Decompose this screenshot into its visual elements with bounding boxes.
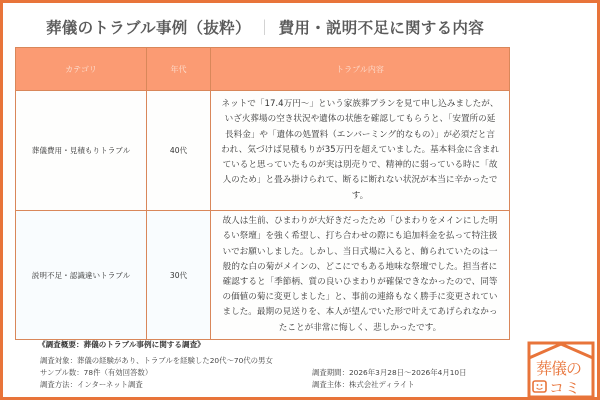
survey-sample: サンプル数：78件（有効回答数）	[40, 368, 153, 377]
title-separator: ｜	[256, 19, 273, 37]
row-category: 説明不足・認識違いトラブル	[16, 211, 147, 340]
header-content: トラブル内容	[211, 48, 510, 91]
row-category: 葬儀費用・見積もりトラブル	[16, 91, 147, 211]
row-age: 40代	[147, 91, 211, 211]
table-header-row	[16, 48, 510, 91]
header-category: カテゴリ	[16, 48, 147, 91]
row-content: 故人は生前、ひまわりが大好きだったため「ひまわりをメインにした明るい祭壇」を強く希望し、打ち合わせの際にも追加料金を払って特注扱いでお願いしました。しかし、当日式場に入ると、飾られていたのは一般的な白の菊がメインの、どこにでもある地味な祭壇でした。担当者に確認すると「季節柄、質の良いひまわりが確保できなかったので、同等の価値の菊に変更しました」と、事前の連絡もなく勝手に変更されていました。最期の見送りを、本人が望んでいた形で叶えてあげられなかったことが非常に悔しく、悲しかったです。	[211, 211, 510, 340]
survey-method: 調査方法：インターネット調査	[40, 380, 143, 389]
title-main: 葬儀のトラブル事例（抜粋）	[46, 19, 251, 37]
row-age: 30代	[147, 211, 211, 340]
survey-organizer: 調査主体：株式会社ディライト	[312, 380, 415, 389]
title-sub: 費用・説明不足に関する内容	[278, 19, 484, 37]
page-title	[46, 16, 484, 38]
table-row	[16, 91, 510, 211]
survey-period: 調査期間：2026年3月28日〜2026年4月10日	[312, 368, 467, 377]
logo-line1: 葬儀の	[536, 359, 582, 378]
row-content: ネットで「17.4万円〜」という家族葬プランを見て申し込みましたが、いざ火葬場の空き状況や遺体の状態を確認してもらうと、「安置所の延長料金」や「遺体の処置料（エンバーミング的なもの）」が必須だと言われ、気づけば見積もりが35万円を超えていました。基本料金に含まれていると思っていたものが実は別売りで、精神的に弱っている時に「故人のため」と畳み掛けられて、断るに断れない状況が本当に辛かったです。	[211, 91, 510, 211]
table-row	[16, 211, 510, 340]
header-age: 年代	[147, 48, 211, 91]
survey-heading: 《調査概要：葬儀のトラブル事例に関する調査》	[38, 340, 205, 349]
trouble-table	[15, 47, 510, 340]
logo-line2: コミ	[549, 379, 582, 397]
sougi-no-kuchikomi-logo	[526, 340, 596, 398]
survey-target: 調査対象：葬儀の経験があり、トラブルを経験した20代〜70代の男女	[40, 356, 273, 365]
